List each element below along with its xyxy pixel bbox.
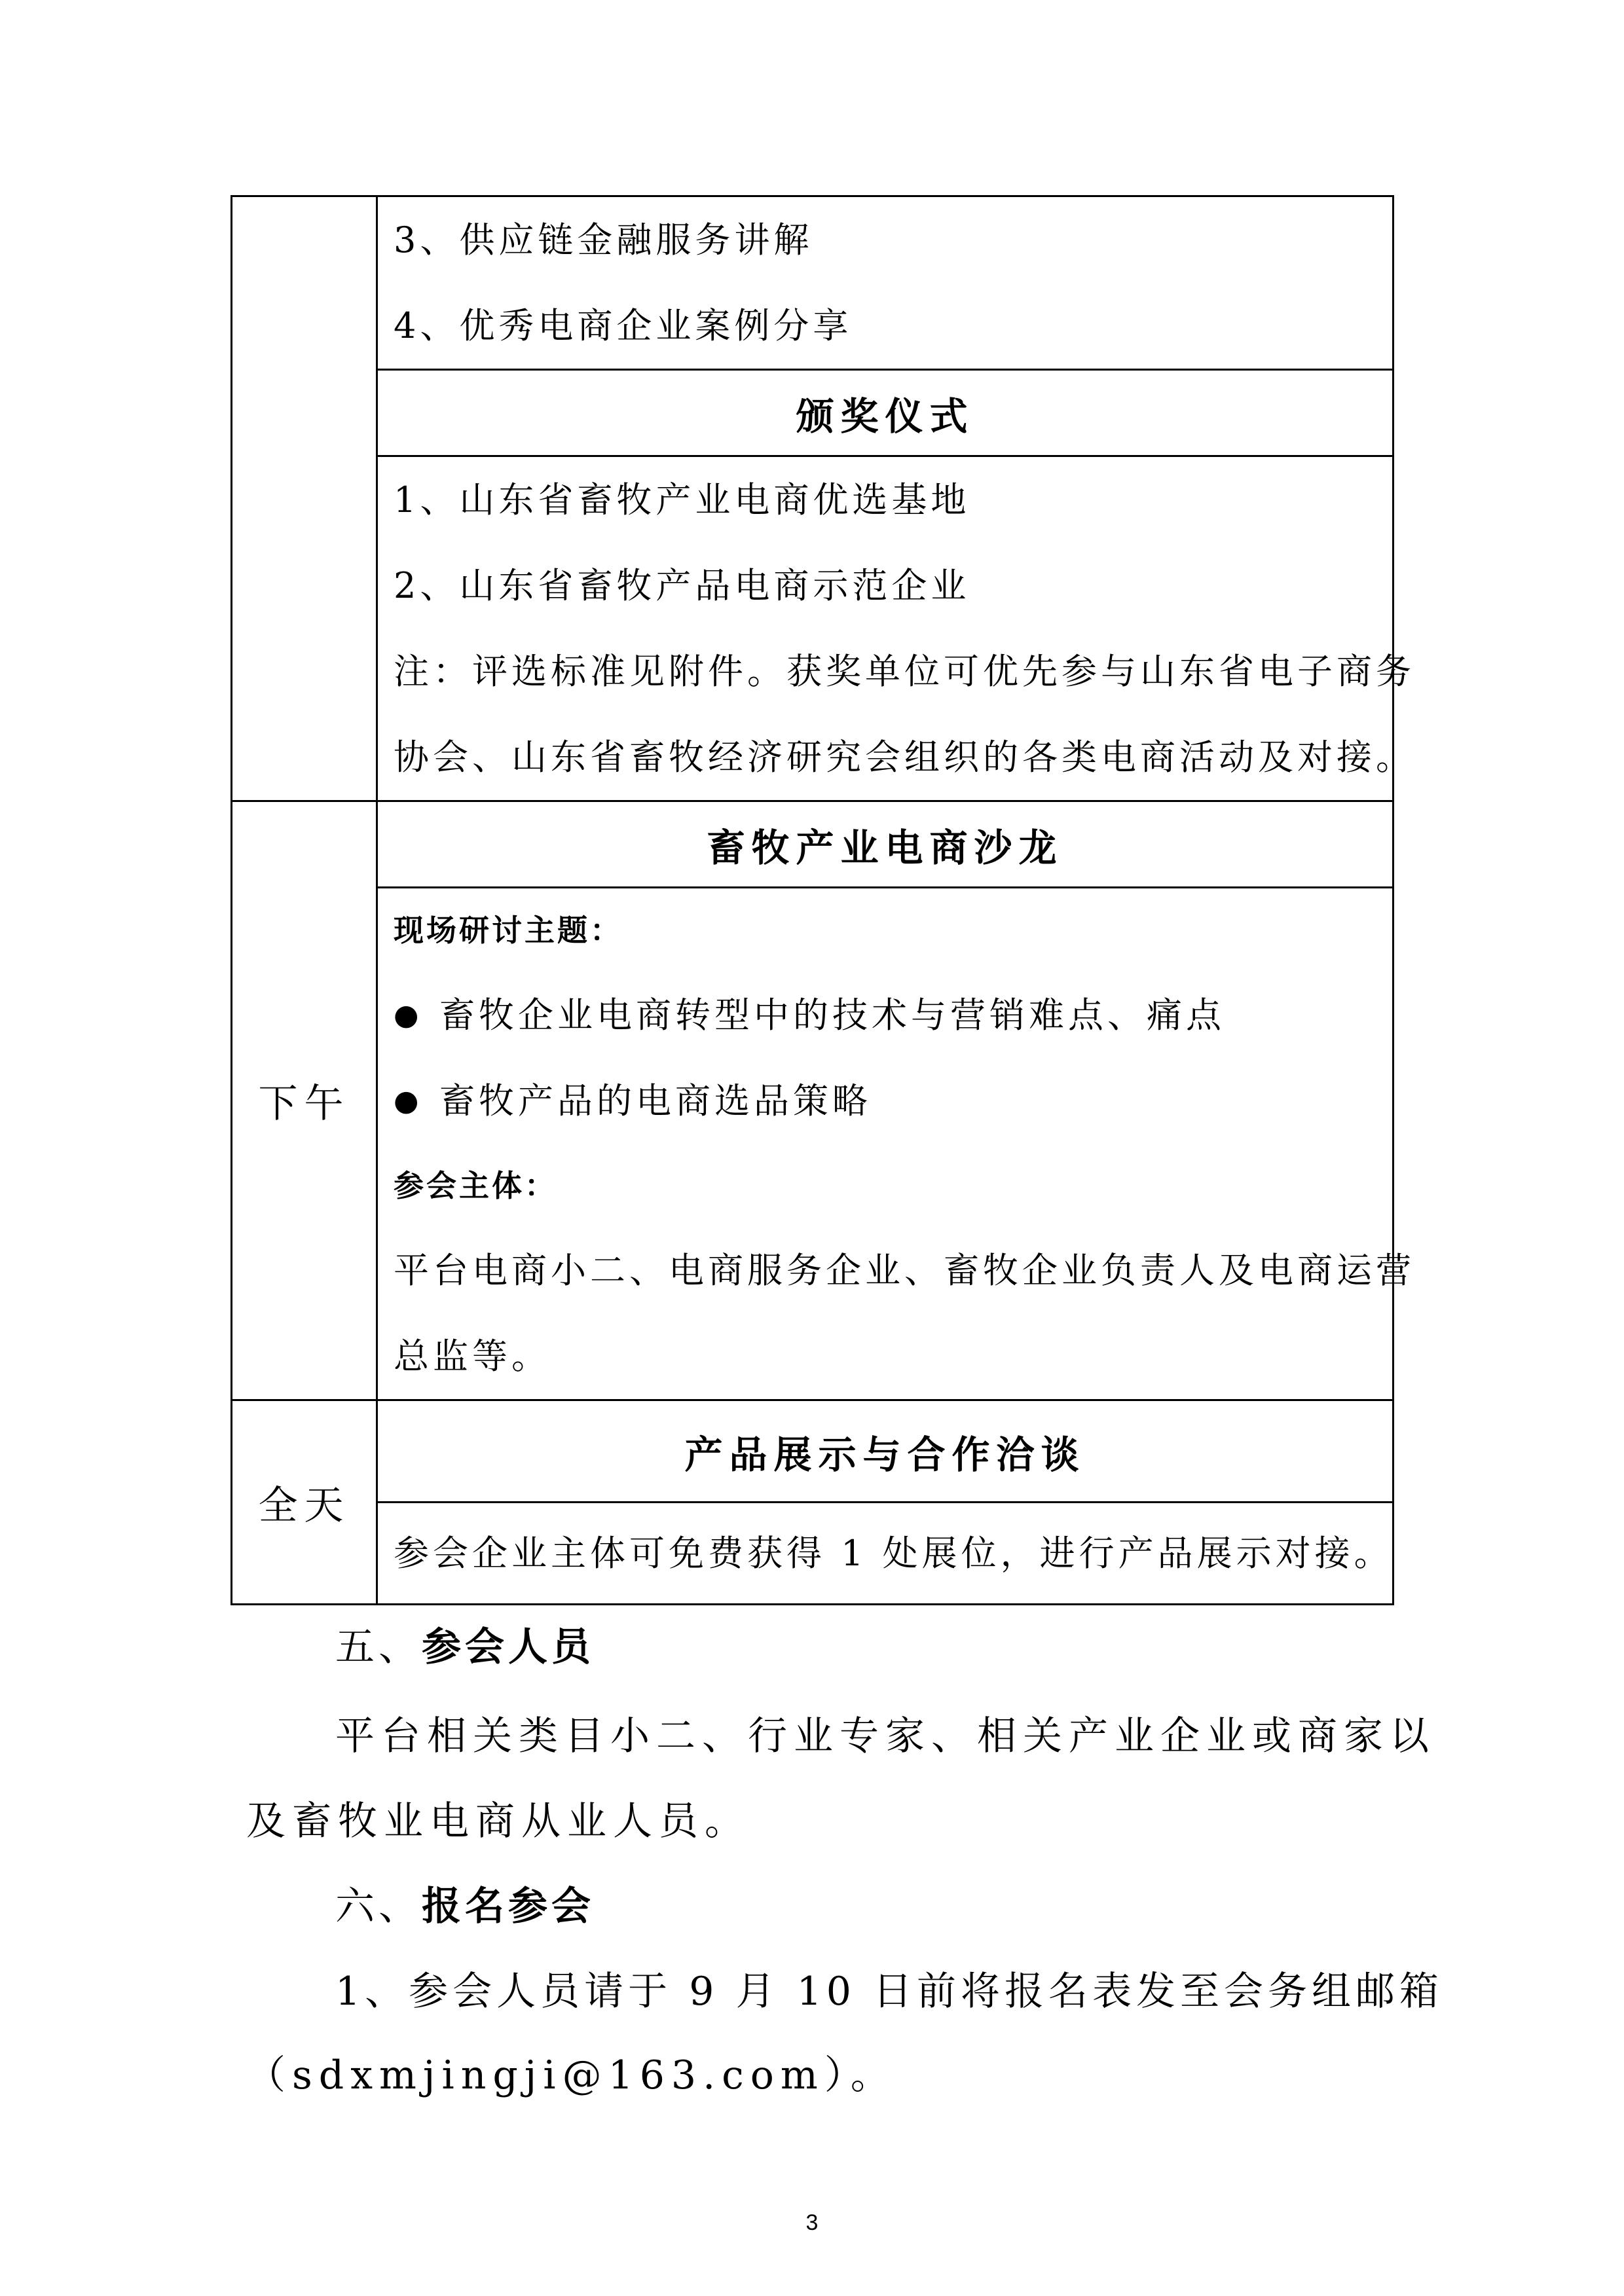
exhibition-heading: 产品展示与合作洽谈: [377, 1400, 1393, 1503]
section-number: 五、: [335, 1624, 422, 1670]
list-item: [394, 972, 1376, 1058]
table-row: [232, 456, 1393, 801]
table-row: [232, 196, 1393, 370]
exhibition-text: 参会企业主体可免费获得 1 处展位，进行产品展示对接。: [394, 1533, 1393, 1574]
list-item: [394, 1058, 1376, 1144]
agenda-item: 3、供应链金融服务讲解: [394, 219, 813, 261]
email-line: （sdxmjingji@163.com）。: [246, 2052, 896, 2098]
award-note: 注：评选标准见附件。获奖单位可优先参与山东省电子商务: [394, 651, 1415, 692]
table-row: [232, 1400, 1393, 1503]
award-note: 协会、山东省畜牧经济研究会组织的各类电商活动及对接。: [394, 737, 1415, 778]
section-heading-6: [335, 1880, 595, 1933]
award-item: 2、山东省畜牧产品电商示范企业: [394, 565, 970, 606]
exhibition-details-cell: [377, 1503, 1393, 1605]
time-cell-allday: 全天: [232, 1400, 377, 1605]
topic-text: 畜牧产品的电商选品策略: [439, 1080, 872, 1121]
table-row: [232, 1503, 1393, 1605]
agenda-item: 4、优秀电商企业案例分享: [394, 305, 853, 346]
bullet-icon: ●: [394, 998, 423, 1032]
salon-details-cell: [377, 888, 1415, 1400]
page-number: 3: [805, 2210, 819, 2235]
participants-text: 平台电商小二、电商服务企业、畜牧企业负责人及电商运营: [394, 1250, 1415, 1291]
section-title: 参会人员: [422, 1624, 595, 1670]
table-row: [232, 888, 1393, 1400]
agenda-items-cell: [377, 196, 1393, 370]
salon-heading: 畜牧产业电商沙龙: [377, 801, 1393, 888]
time-cell-afternoon: 下午: [232, 801, 377, 1400]
paragraph-line: 及畜牧业电商从业人员。: [246, 1798, 750, 1844]
section-heading-5: [335, 1621, 595, 1673]
topic-text: 畜牧企业电商转型中的技术与营销难点、痛点: [439, 994, 1225, 1036]
award-heading: 颁奖仪式: [377, 370, 1393, 456]
topics-label: 现场研讨主题：: [394, 913, 623, 948]
bullet-icon: ●: [394, 1084, 423, 1118]
time-cell-empty: [232, 196, 377, 801]
award-item: 1、山东省畜牧产业电商优选基地: [394, 479, 970, 520]
table-row: [232, 801, 1393, 888]
table-row: [232, 370, 1393, 456]
participants-text: 总监等。: [394, 1336, 551, 1377]
participants-label: 参会主体：: [394, 1168, 557, 1203]
paragraph-line: 平台相关类目小二、行业专家、相关产业企业或商家以: [335, 1713, 1435, 1759]
section-title: 报名参会: [422, 1884, 595, 1929]
paragraph-line: 1、参会人员请于 9 月 10 日前将报名表发至会务组邮箱: [335, 1969, 1443, 2014]
award-details-cell: [377, 456, 1415, 801]
section-number: 六、: [335, 1884, 422, 1929]
schedule-table: [231, 195, 1415, 1605]
